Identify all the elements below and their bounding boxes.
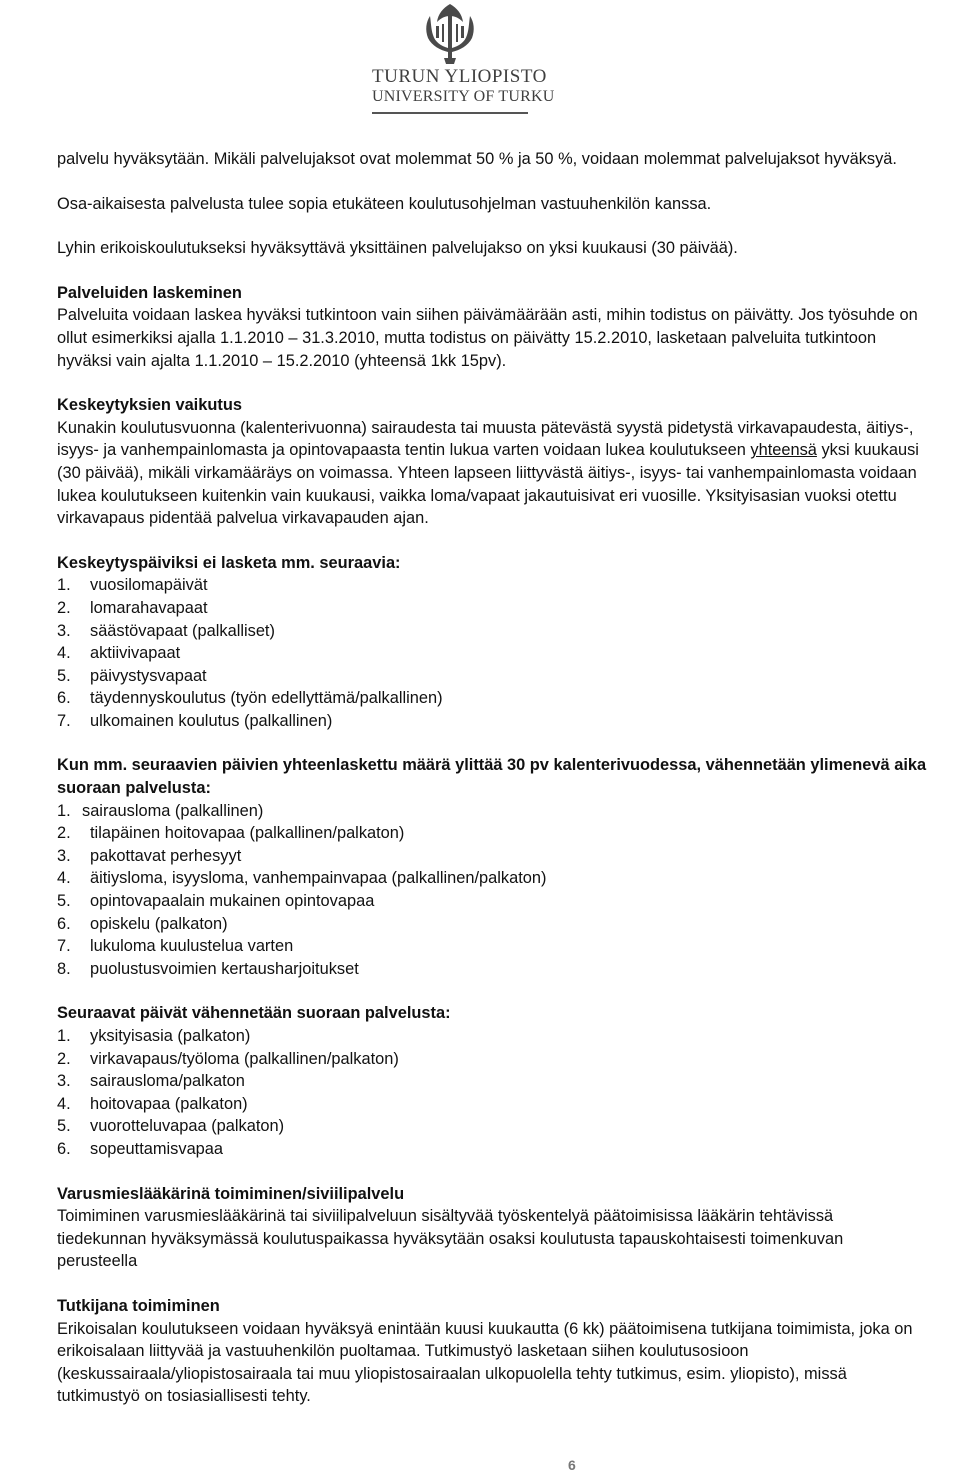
heading-varusmieslaakari: Varusmieslääkärinä toimiminen/siviilipalvelu	[57, 1184, 405, 1203]
paragraph-palvelujaksot: palvelu hyväksytään. Mikäli palvelujaksot ovat molemmat 50 % ja 50 %, voidaan molemmat palvelujaksot hyväksyä.	[57, 150, 897, 168]
heading-palveluiden-laskeminen: Palveluiden laskeminen	[57, 283, 242, 302]
list-item: 4. aktiivivapaat	[57, 644, 181, 663]
list-item: 2. virkavapaus/työloma (palkallinen/palkaton)	[57, 1049, 399, 1068]
list-suoraan-palvelusta	[57, 1025, 927, 1161]
keskeytykset-text-part2: yksi kuukausi (30 päivää), mikäli virkamääräys on voimassa. Yhteen lapseen liittyvästä äitiys-, isyys- tai vanhempainlomasta voidaan lukea koulutukseen kuitenkin vain kuukausi, vaikka loma/vapaat jakautuisivat eri vuosille. Yksityisasian vuoksi otettu virkavapaus pidentää palvelua virkavapauden ajan.	[57, 441, 919, 528]
heading-keskeytyksien-vaikutus: Keskeytyksien vaikutus	[57, 396, 242, 415]
list-item: 7. ulkomainen koulutus (palkallinen)	[57, 711, 333, 730]
heading-suoraan-palvelusta: Seuraavat päivät vähennetään suoraan palvelusta:	[57, 1004, 451, 1023]
list-item: 6. opiskelu (palkaton)	[57, 914, 228, 933]
heading-ylimeneva-aika: Kun mm. seuraavien päivien yhteenlaskettu määrä ylittää 30 pv kalenterivuodessa, vähennetään ylimenevä aika suoraan palvelusta:	[57, 756, 927, 798]
paragraph-varusmieslaakari: Toimiminen varusmieslääkärinä tai siviilipalveluun sisältyvää työskentelyä päätoimisissa lääkärin tehtävissä tiedekunnan hyväksymässä koulutuspaikassa hyväksytään osaksi koulutusta tapauskohtaisesti toimenkuvan perusteella	[57, 1207, 844, 1271]
university-emblem-icon	[422, 2, 478, 68]
list-item: 4. äitiysloma, isyysloma, vanhempainvapaa (palkallinen/palkaton)	[57, 869, 547, 888]
list-item: 4. hoitovapaa (palkaton)	[57, 1094, 248, 1113]
heading-ei-lasketa: Keskeytyspäiviksi ei lasketa mm. seuraavia:	[57, 553, 401, 572]
list-item: 2. tilapäinen hoitovapaa (palkallinen/palkaton)	[57, 824, 405, 843]
list-item: 1. sairausloma (palkallinen)	[57, 801, 264, 820]
list-item: 1. yksityisasia (palkaton)	[57, 1027, 251, 1045]
list-item: 5. vuorotteluvapaa (palkaton)	[57, 1117, 285, 1136]
list-item: 7. lukuloma kuulustelua varten	[57, 937, 294, 956]
logo-divider	[372, 112, 528, 114]
list-ei-lasketa	[57, 574, 927, 732]
paragraph-osa-aikainen: Osa-aikaisesta palvelusta tulee sopia etukäteen koulutusohjelman vastuuhenkilön kanssa.	[57, 194, 712, 213]
document-body	[57, 148, 927, 1408]
logo-text-english: UNIVERSITY OF TURKU	[372, 88, 555, 105]
university-logo	[372, 2, 555, 124]
list-item: 6. täydennyskoulutus (työn edellyttämä/palkallinen)	[57, 689, 443, 708]
keskeytykset-text-part1: Kunakin koulutusvuonna (kalenterivuonna) sairaudesta tai muusta pätevästä syystä pidetystä virkavapaudesta, äitiys-, isyys- ja vanhempainlomasta ja opintovapaasta tentin lukua varten voidaan lukea koulutukseen	[57, 418, 914, 460]
list-item: 3. säästövapaat (palkalliset)	[57, 621, 275, 640]
list-item: 5. opintovapaalain mukainen opintovapaa	[57, 892, 375, 911]
list-item: 6. sopeuttamisvapaa	[57, 1139, 224, 1158]
keskeytykset-underlined-word: yhteensä	[750, 441, 817, 460]
list-item: 5. päivystysvapaat	[57, 666, 207, 685]
paragraph-keskeytyksien-vaikutus	[57, 417, 927, 530]
paragraph-palveluiden-laskeminen: Palveluita voidaan laskea hyväksi tutkintoon vain siihen päivämäärään asti, mihin todistus on päivätty. Jos työsuhde on ollut esimerkiksi ajalla 1.1.2010 – 31.3.2010, mutta todistus on päivätty 15.2.2010, lasketaan palveluita tutkintoon hyväksi vain ajalta 1.1.2010 – 15.2.2010 (yhteensä 1kk 15pv).	[57, 306, 918, 370]
heading-tutkijana-toimiminen: Tutkijana toimiminen	[57, 1296, 220, 1315]
list-item: 3. sairausloma/palkaton	[57, 1072, 245, 1091]
paragraph-tutkijana-toimiminen: Erikoisalan koulutukseen voidaan hyväksyä enintään kuusi kuukautta (6 kk) päätoimisena tutkijana toimimista, joka on erikoisalaan liittyvää ja vastuuhenkilön puoltamaa. Tutkimustyö lasketaan siihen koulutusosioon (keskussairaala/yliopistosairaala tai muu yliopistosairaalan ulkopuolella tehty tutkimus, esim. yliopisto), missä tutkimustyö on tosiasiallisesti tehty.	[57, 1319, 913, 1406]
page-number: 6	[568, 1457, 576, 1473]
list-ylimeneva-aika	[57, 800, 927, 981]
list-item: 2. lomarahavapaat	[57, 598, 208, 617]
logo-text-finnish: TURUN YLIOPISTO	[372, 66, 547, 87]
list-item: 1. vuosilomapäivät	[57, 576, 208, 595]
list-item: 8. puolustusvoimien kertausharjoitukset	[57, 959, 359, 978]
list-item: 3. pakottavat perhesyyt	[57, 846, 242, 865]
paragraph-lyhin-jakso: Lyhin erikoiskoulutukseksi hyväksyttävä yksittäinen palvelujakso on yksi kuukausi (30 päivää).	[57, 239, 738, 258]
